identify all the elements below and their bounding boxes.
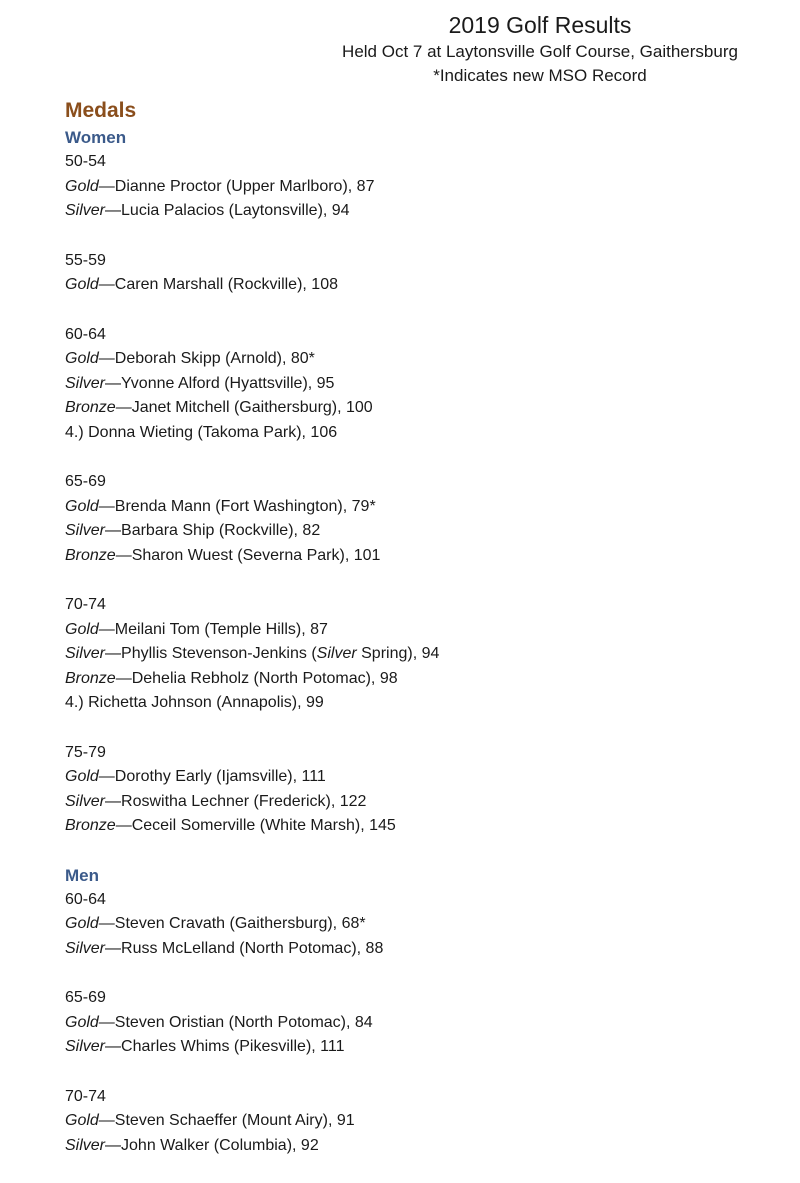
competitor-result: 4.) Richetta Johnson (Annapolis), 99 bbox=[65, 694, 324, 711]
result-entry bbox=[65, 667, 765, 692]
competitor-result: Yvonne Alford (Hyattsville), 95 bbox=[121, 374, 335, 392]
medal-label: Silver bbox=[65, 939, 106, 957]
competitor-result: Brenda Mann (Fort Washington), 79* bbox=[114, 497, 376, 515]
age-group bbox=[65, 741, 765, 839]
document-title: 2019 Golf Results bbox=[448, 12, 632, 38]
competitor-result: Russ McLelland (North Potomac), 88 bbox=[121, 939, 384, 957]
women-heading: Women bbox=[65, 128, 127, 147]
results-content bbox=[65, 96, 765, 1183]
age-group bbox=[65, 470, 765, 568]
age-group-label: 60-64 bbox=[65, 325, 106, 343]
dash-separator: — bbox=[98, 177, 115, 195]
result-entry bbox=[65, 1109, 765, 1134]
result-entry bbox=[65, 175, 765, 200]
competitor-result: Steven Oristian (North Potomac), 84 bbox=[114, 1013, 373, 1031]
medal-label: Bronze bbox=[65, 669, 116, 687]
competitor-result: Roswitha Lechner (Frederick), 122 bbox=[121, 792, 367, 810]
medal-label: Bronze bbox=[65, 817, 116, 834]
result-entry bbox=[65, 790, 765, 815]
age-group-label: 50-54 bbox=[65, 153, 106, 170]
record-note: *Indicates new MSO Record bbox=[433, 66, 647, 85]
medal-label: Gold bbox=[65, 276, 99, 293]
dash-separator: — bbox=[105, 1136, 122, 1154]
competitor-result: Meilani Tom (Temple Hills), 87 bbox=[114, 620, 328, 638]
dash-separator: — bbox=[115, 669, 132, 687]
result-entry bbox=[65, 642, 765, 667]
dash-separator: — bbox=[98, 620, 115, 638]
medal-label: Gold bbox=[65, 350, 99, 367]
medal-label: Silver bbox=[65, 1136, 106, 1154]
age-group-label: 65-69 bbox=[65, 473, 106, 490]
dash-separator: — bbox=[105, 1038, 122, 1055]
result-entry bbox=[65, 396, 765, 421]
dash-separator: — bbox=[105, 522, 122, 539]
medal-label: Silver bbox=[65, 645, 106, 662]
result-entry bbox=[65, 937, 765, 962]
medal-label: Silver bbox=[65, 1038, 106, 1055]
age-group bbox=[65, 986, 765, 1060]
medal-label: Gold bbox=[65, 497, 99, 515]
age-group-label: 65-69 bbox=[65, 989, 106, 1006]
result-entry bbox=[65, 691, 765, 716]
age-group-label: 75-79 bbox=[65, 743, 106, 761]
men-heading: Men bbox=[65, 865, 99, 885]
competitor-result: Deborah Skipp (Arnold), 80* bbox=[114, 350, 315, 367]
dash-separator: — bbox=[98, 497, 115, 515]
result-entry bbox=[65, 495, 765, 520]
dash-separator: — bbox=[105, 792, 122, 810]
competitor-result: 4.) Donna Wieting (Takoma Park), 106 bbox=[65, 423, 338, 441]
result-entry bbox=[65, 347, 765, 372]
age-group bbox=[65, 323, 765, 446]
medal-label: Silver bbox=[65, 522, 106, 539]
age-group bbox=[65, 249, 765, 298]
result-entry bbox=[65, 519, 765, 544]
medal-label: Silver bbox=[316, 645, 357, 662]
competitor-result: Charles Whims (Pikesville), 111 bbox=[121, 1038, 345, 1055]
medal-label: Bronze bbox=[65, 546, 116, 564]
document-header bbox=[305, 10, 775, 88]
result-entry bbox=[65, 1035, 765, 1060]
age-group-label: 70-74 bbox=[65, 596, 106, 613]
age-group-label: 55-59 bbox=[65, 251, 106, 269]
age-group bbox=[65, 593, 765, 716]
result-entry bbox=[65, 544, 765, 569]
competitor-result: Spring), 94 bbox=[356, 645, 440, 662]
result-entry bbox=[65, 372, 765, 397]
age-group bbox=[65, 150, 765, 224]
dash-separator: — bbox=[115, 399, 132, 416]
dash-separator: — bbox=[98, 276, 115, 293]
competitor-result: Steven Schaeffer (Mount Airy), 91 bbox=[114, 1112, 355, 1129]
competitor-result: Sharon Wuest (Severna Park), 101 bbox=[131, 546, 381, 564]
result-entry bbox=[65, 421, 765, 446]
medal-label: Gold bbox=[65, 915, 99, 932]
medal-label: Gold bbox=[65, 177, 99, 195]
age-group-label: 70-74 bbox=[65, 1087, 106, 1105]
dash-separator: — bbox=[98, 915, 115, 932]
medal-label: Gold bbox=[65, 620, 99, 638]
age-group-label: 60-64 bbox=[65, 890, 106, 908]
medal-label: Gold bbox=[65, 768, 99, 785]
age-group bbox=[65, 888, 765, 962]
competitor-result: Phyllis Stevenson-Jenkins ( bbox=[121, 645, 317, 662]
men-results bbox=[65, 888, 765, 1159]
competitor-result: Lucia Palacios (Laytonsville), 94 bbox=[121, 202, 350, 219]
result-entry bbox=[65, 765, 765, 790]
medal-label: Gold bbox=[65, 1013, 99, 1031]
competitor-result: Barbara Ship (Rockville), 82 bbox=[121, 522, 321, 539]
dash-separator: — bbox=[105, 645, 122, 662]
result-entry bbox=[65, 273, 765, 298]
result-entry bbox=[65, 199, 765, 224]
age-group bbox=[65, 1085, 765, 1159]
dash-separator: — bbox=[98, 350, 115, 367]
event-subtitle: Held Oct 7 at Laytonsville Golf Course, Gaithersburg bbox=[342, 42, 738, 61]
result-entry bbox=[65, 814, 765, 839]
competitor-result: Dorothy Early (Ijamsville), 111 bbox=[114, 768, 326, 785]
result-entry bbox=[65, 1134, 765, 1159]
competitor-result: Steven Cravath (Gaithersburg), 68* bbox=[114, 915, 366, 932]
dash-separator: — bbox=[105, 374, 122, 392]
competitor-result: Janet Mitchell (Gaithersburg), 100 bbox=[131, 399, 373, 416]
women-results bbox=[65, 150, 765, 839]
medal-label: Gold bbox=[65, 1112, 99, 1129]
result-entry bbox=[65, 912, 765, 937]
result-entry bbox=[65, 1011, 765, 1036]
dash-separator: — bbox=[98, 768, 115, 785]
dash-separator: — bbox=[105, 939, 122, 957]
result-entry bbox=[65, 618, 765, 643]
competitor-result: Ceceil Somerville (White Marsh), 145 bbox=[131, 817, 396, 834]
dash-separator: — bbox=[115, 546, 132, 564]
dash-separator: — bbox=[115, 817, 132, 834]
competitor-result: John Walker (Columbia), 92 bbox=[121, 1136, 319, 1154]
medals-heading: Medals bbox=[65, 99, 137, 122]
competitor-result: Dehelia Rebholz (North Potomac), 98 bbox=[131, 669, 398, 687]
dash-separator: — bbox=[105, 202, 122, 219]
medal-label: Silver bbox=[65, 202, 106, 219]
medal-label: Silver bbox=[65, 374, 106, 392]
dash-separator: — bbox=[98, 1013, 115, 1031]
dash-separator: — bbox=[98, 1112, 115, 1129]
competitor-result: Caren Marshall (Rockville), 108 bbox=[114, 276, 338, 293]
competitor-result: Dianne Proctor (Upper Marlboro), 87 bbox=[114, 177, 375, 195]
medal-label: Silver bbox=[65, 792, 106, 810]
medal-label: Bronze bbox=[65, 399, 116, 416]
